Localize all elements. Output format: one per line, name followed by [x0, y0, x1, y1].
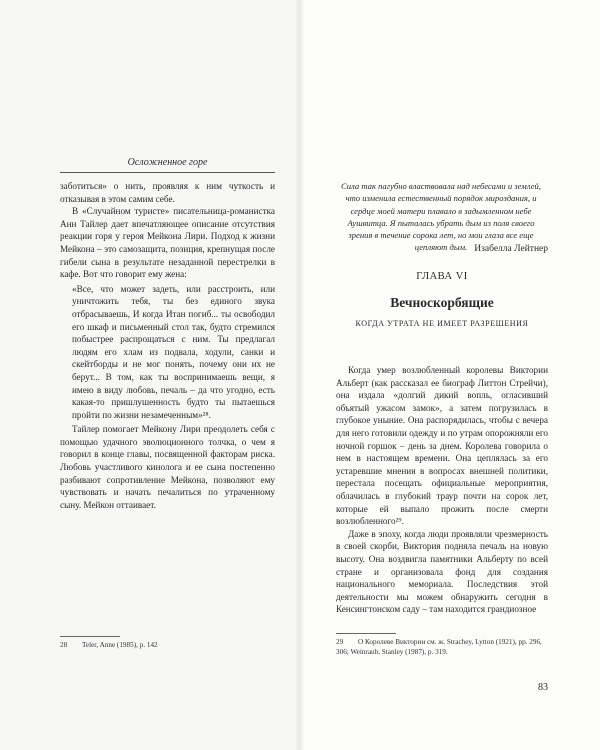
footnote-number: 28 [60, 641, 68, 649]
chapter-number: ГЛАВА VI [416, 271, 468, 282]
left-body-text [60, 180, 275, 511]
left-paragraph: Тайлер помогает Мейкону Лири преодолеть себя с помощью удачного эволюционного толчка, о чем я говорил в конце главы, посвященной факторам риска. Любовь участливого кинолога и ее сына постепенно разбивают сопротивление Мейкона, позволяют ему чувствовать и начать печалиться по утраченному сыну. Мейкон оттаивает. [60, 424, 275, 510]
left-paragraph: заботиться» о нить, проявляя к ним чуткость и отказывая в этом самим себе. [60, 181, 275, 204]
page-number: 83 [538, 682, 548, 693]
left-footnote [60, 641, 275, 651]
footnote-text: Teler, Anne (1985), p. 142 [82, 641, 158, 649]
footnote-rule [60, 636, 120, 637]
epigraph: Сила так пагубно властвовала над небесами и землей, что изменила естественный порядок мироздания, и сердце моей матери плавало в задымленном небе Аушвитца. Я пыталась убрать дым из поля своего зрения в течение сорока лет, но мои глаза все еще цепляют дым. [341, 181, 541, 253]
chapter-subtitle: КОГДА УТРАТА НЕ ИМЕЕТ РАЗРЕШЕНИЯ [355, 319, 529, 328]
book-gutter [296, 0, 304, 750]
running-head: Осложненное горе [127, 157, 208, 168]
block-quote: «Все, что может задеть, или расстроить, или уничтожить тебя, ты без единого звука отбрасываешь, И когда Итан погиб... ты освободил его шкаф и письменный стол так, будто стремился побыстрее распрощаться с ним. Ты предлагал людям его хлам из подвала, ходули, санки и скейтборды и не мог понять, почему они их не берут... В том, как ты воспринимаешь вещи, я имею в виду любовь, печаль – да что угодно, есть какая-то пришлушенность будто ты пытаешься пройти по жизни незамеченным»²⁸. [72, 283, 275, 420]
right-footnote [336, 638, 548, 657]
left-paragraph: В «Случайном туристе» писательница-романистка Анн Тайлер дает впечатляющее описание отсутствия реакции горя у героя Мейкона Лири. Подход к жизни Мейкона – это самозащита, позиция, крепнущая после гибели сына в результате незаданной перестрелки в кафе. Вот что говорит ему жена: [60, 206, 275, 280]
footnote-rule [336, 633, 396, 634]
footnote-number: 29 [336, 638, 344, 646]
right-body-text [336, 364, 548, 616]
right-paragraph: Когда умер возлюбленный королевы Виктории Альберт (как рассказал ее биограф Литтон Стрейчи), она издала «долгий дикий вопль, огласивший объятый ужасом замок», а затем погрузилась в глубокое уныние. Она распорядилась, чтобы с вечера для него готовили одежду и по утрам опорожняли его ночной горшок – день за днем. Королева говорила о нем в настоящем времени. Она цеплялась за его устаревшие мнения в вопросах внешней политики, перестала посещать официальные мероприятия, облачилась в глубокий траур почти на сорок лет, которые ей выпало прожить после смерти возлюбленного²⁹. [336, 365, 548, 527]
footnote-text: О Королеве Виктории см. ж. Strachey, Lytton (1921), pp. 296, 306; Weinraub, Stanley (1987), p. 319. [336, 638, 542, 656]
header-rule [60, 172, 275, 173]
chapter-title: Вечноскорбящие [390, 295, 494, 310]
right-paragraph: Даже в эпоху, когда люди проявляли чрезмерность в своей скорби, Виктория подняла печаль на новую высоту. Она воздвигла памятники Альберту по всей стране и организовала фонд для создания национального мемориала. Последствия этой деятельности мы можем обнаружить сегодня в Кенсингтонском саду – там находится грандиозное [336, 528, 548, 615]
epigraph-author: Изабелла Лейтнер [474, 244, 548, 254]
